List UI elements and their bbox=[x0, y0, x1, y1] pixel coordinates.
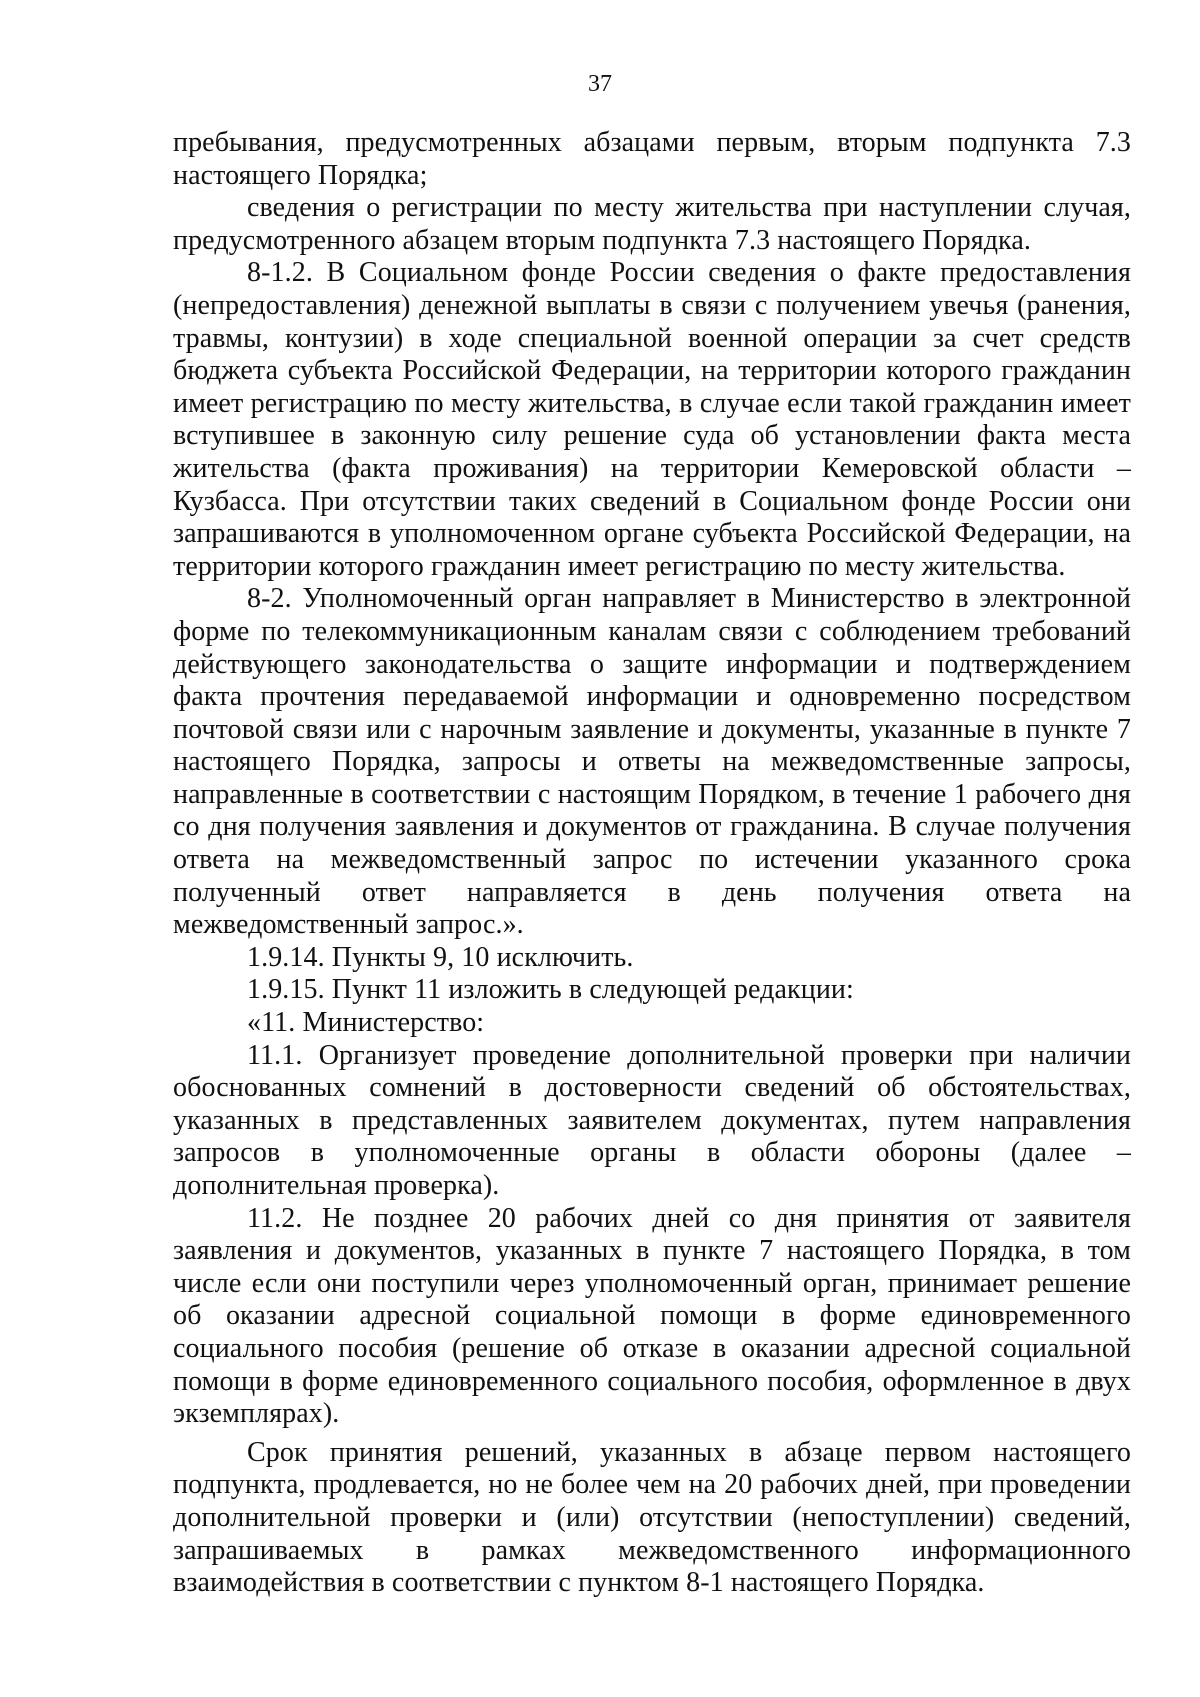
paragraph-registration-info: сведения о регистрации по месту жительства при наступлении случая, предусмотренного абзацем вторым подпункта 7.3 настоящего Порядка. bbox=[173, 192, 1131, 256]
page-number: 37 bbox=[588, 71, 612, 97]
paragraph-8-1-2: 8-1.2. В Социальном фонде России сведения о факте предоставления (непредоставления) денежной выплаты в связи с получением увечья (ранения, травмы, контузии) в ходе специальной военной операции за счет средств бюджета субъекта Российской Федерации, на территории которого гражданин имеет регистрацию по месту жительства, в случае если такой гражданин имеет вступившее в законную силу решение суда об установлении факта места жительства (факта проживания) на территории Кемеровской области – Кузбасса. При отсутствии таких сведений в Социальном фонде России они запрашиваются в уполномоченном органе субъекта Российской Федерации, на территории которого гражданин имеет регистрацию по месту жительства. bbox=[173, 257, 1131, 582]
paragraph-deadline-extension: Срок принятия решений, указанных в абзаце первом настоящего подпункта, продлевается, но не более чем на 20 рабочих дней, при проведении дополнительной проверки и (или) отсутствии (непоступлении) сведений, запрашиваемых в рамках межведомственного информационного взаимодействия в соответствии с пунктом 8-1 настоящего Порядка. bbox=[173, 1436, 1131, 1599]
paragraph-continuation: пребывания, предусмотренных абзацами первым, вторым подпункта 7.3 настоящего Порядка; bbox=[173, 127, 1131, 191]
paragraph-11-1: 11.1. Организует проведение дополнительной проверки при наличии обоснованных сомнений в достоверности сведений об обстоятельствах, указанных в представленных заявителем документах, путем направления запросов в уполномоченные органы в области обороны (далее – дополнительная проверка). bbox=[173, 1039, 1131, 1201]
paragraph-1-9-15: 1.9.15. Пункт 11 изложить в следующей редакции: bbox=[247, 974, 854, 1006]
paragraph-11-heading: «11. Министерство: bbox=[247, 1007, 485, 1039]
paragraph-1-9-14: 1.9.14. Пункты 9, 10 исключить. bbox=[247, 941, 634, 973]
paragraph-8-2: 8-2. Уполномоченный орган направляет в Министерство в электронной форме по телекоммуникационным каналам связи с соблюдением требований действующего законодательства о защите информации и подтверждением факта прочтения передаваемой информации и одновременно посредством почтовой связи или с нарочным заявление и документы, указанные в пункте 7 настоящего Порядка, запросы и ответы на межведомственные запросы, направленные в соответствии с настоящим Порядком, в течение 1 рабочего дня со дня получения заявления и документов от гражданина. В случае получения ответа на межведомственный запрос по истечении указанного срока полученный ответ направляется в день получения ответа на межведомственный запрос.». bbox=[173, 583, 1131, 941]
paragraph-11-2: 11.2. Не позднее 20 рабочих дней со дня принятия от заявителя заявления и документов, указанных в пункте 7 настоящего Порядка, в том числе если они поступили через уполномоченный орган, принимает решение об оказании адресной социальной помощи в форме единовременного социального пособия (решение об отказе в оказании адресной социальной помощи в форме единовременного социального пособия, оформленное в двух экземплярах). bbox=[173, 1202, 1131, 1430]
document-body bbox=[173, 127, 1131, 1600]
